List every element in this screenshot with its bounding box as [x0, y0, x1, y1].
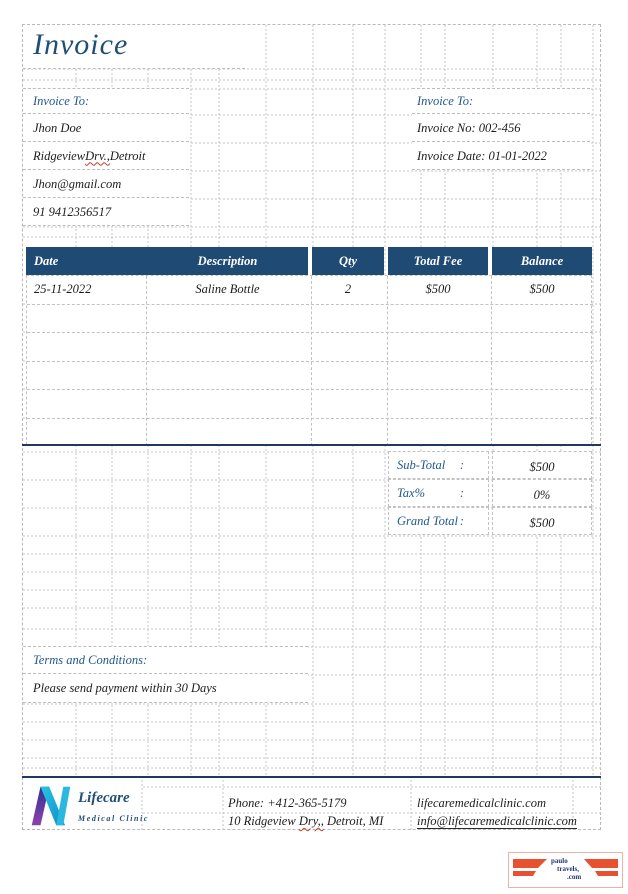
invoice-date: Invoice Date: 01-01-2022 — [417, 148, 547, 163]
table-bottom-rule — [22, 444, 601, 446]
spellcheck-squiggle: Drv., — [85, 148, 110, 163]
col-header-total-fee: Total Fee — [388, 247, 488, 275]
brand-name: Lifecare — [78, 790, 130, 806]
bill-to-name: Jhon Doe — [33, 120, 82, 135]
col-header-description: Description — [147, 247, 308, 275]
col-header-balance: Balance — [492, 247, 592, 275]
footer-phone: Phone: +412-365-5179 — [228, 796, 347, 810]
footer-email-link[interactable]: info@lifecaremedicalclinic.com — [417, 814, 577, 828]
subtotal-value: $500 — [492, 451, 592, 479]
invoice-meta-heading: Invoice To: — [417, 93, 474, 108]
bill-to-phone: 91 9412356517 — [33, 204, 112, 219]
row-cell-total-fee: $500 — [425, 281, 451, 296]
footer-website: lifecaremedicalclinic.com — [417, 796, 546, 810]
tax-label: Tax% : — [388, 479, 489, 507]
page-title: Invoice — [33, 28, 129, 61]
invoice-number: Invoice No: 002-456 — [417, 120, 521, 135]
bill-to-email: Jhon@gmail.com — [33, 176, 122, 191]
grand-total-label: Grand Total : — [388, 507, 489, 535]
col-header-date: Date — [26, 247, 151, 275]
tax-value: 0% — [492, 479, 592, 507]
bill-to-heading: Invoice To: — [33, 93, 90, 108]
subtotal-label: Sub-Total : — [388, 451, 489, 479]
bill-to-address: Ridgeview Drv., Detroit — [33, 148, 146, 163]
terms-body: Please send payment within 30 Days — [33, 681, 217, 695]
grand-total-value: $500 — [492, 507, 592, 535]
brand-tagline: Medical Clinic — [78, 814, 150, 823]
paulo-travels-stamp: paulo travels, .com — [508, 852, 623, 888]
footer-top-rule — [22, 776, 601, 778]
row-cell-description: Saline Bottle — [195, 281, 260, 296]
row-cell-balance: $500 — [529, 281, 555, 296]
row-cell-qty: 2 — [344, 281, 352, 296]
lifecare-logo-icon — [30, 784, 72, 828]
footer-address: 10 Ridgeview Dry,, Detroit, MI — [228, 814, 384, 828]
col-header-qty: Qty — [312, 247, 384, 275]
spellcheck-squiggle: Dry,, — [298, 814, 324, 828]
row-cell-date: 25-11-2022 — [34, 281, 92, 296]
terms-heading: Terms and Conditions: — [33, 652, 148, 667]
